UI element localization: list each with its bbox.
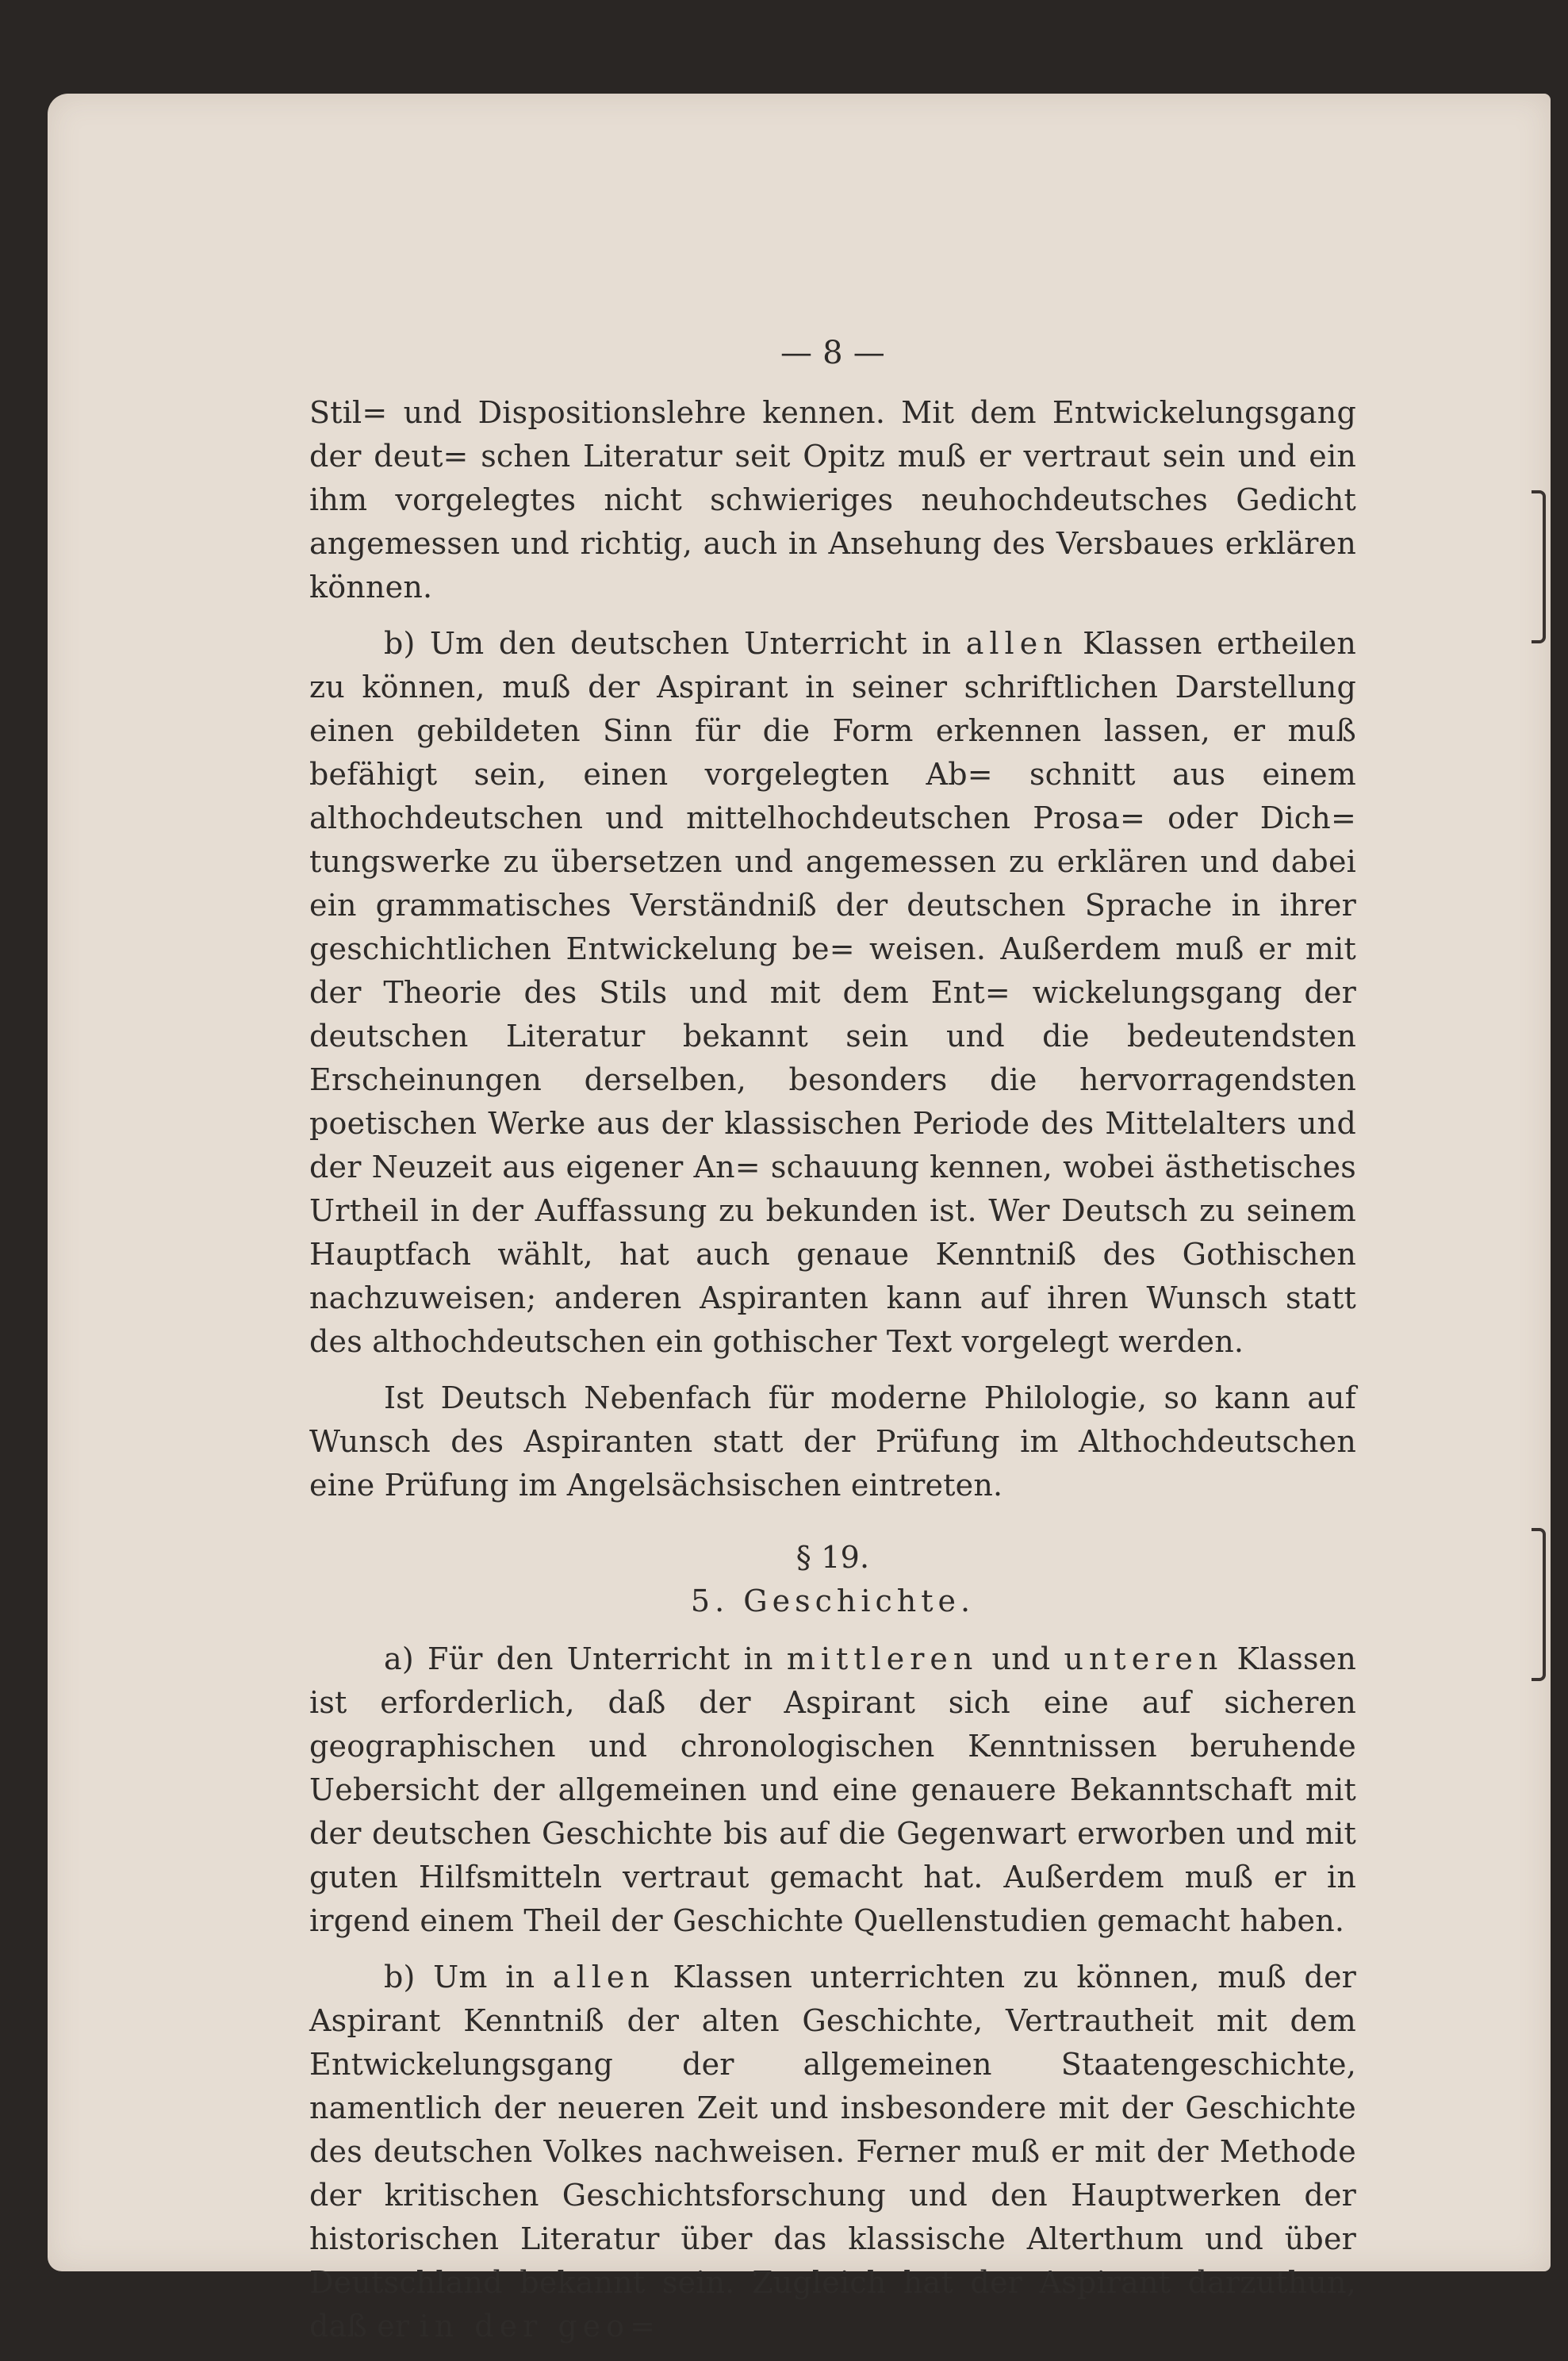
paragraph-b-german	[309, 622, 1356, 1364]
page-text	[309, 332, 1356, 2361]
page-number: — 8 —	[780, 335, 885, 371]
paragraph-a-rest: Klassen ist erforderlich, daß der Aspirant sich eine auf sicheren geographischen und chronologischen Kenntnissen beruhende Uebersicht der allgemeinen und eine genauere Bekanntschaft mit der deutschen Geschichte bis auf die Gegenwart erworben und mit guten Hilfsmitteln vertraut gemacht hat. Außerdem muß er in irgend einem Theil der Geschichte Quellenstudien gemacht haben.	[309, 1641, 1357, 1938]
section-title: 5. Geschichte.	[690, 1584, 976, 1618]
binding-clip-bottom	[1532, 1528, 1546, 1681]
emphasis-in-der-geo: in der geo=	[419, 2309, 661, 2344]
section-number: § 19.	[796, 1540, 870, 1575]
paragraph-b-history	[309, 1956, 1356, 2348]
paragraph-b2-start: b) Um in	[384, 1960, 535, 1994]
paragraph-b-rest: Klassen ertheilen zu können, muß der Aspirant in seiner schriftlichen Darstellung einen gebildeten Sinn für die Form erkennen lassen, er muß befähigt sein, einen vorgelegten Ab= schnitt aus einem althochdeutschen und mittelhochdeutschen Prosa= oder Dich= tungswerke zu übersetzen und angemessen zu erklären und dabei ein grammatisches Verständniß der deutschen Sprache in ihrer geschichtlichen Entwickelung be= weisen. Außerdem muß er mit der Theorie des Stils und mit dem Ent= wickelungsgang der deutschen Literatur bekannt sein und die bedeutendsten Erscheinungen derselben, besonders die hervorragendsten poetischen Werke aus der klassischen Periode des Mittelalters und der Neuzeit aus eigener An= schauung kennen, wobei ästhetisches Urtheil in der Auffassung zu bekunden ist. Wer Deutsch zu seinem Hauptfach wählt, hat auch genaue Kenntniß des Gothischen nachzuweisen; anderen Aspiranten kann auf ihren Wunsch statt des althochdeutschen ein gothischer Text vorgelegt werden.	[309, 626, 1357, 1359]
paper-page	[48, 94, 1551, 2344]
paragraph-a-mid: und	[991, 1641, 1051, 1676]
emphasis-mittleren: mittleren	[786, 1641, 979, 1676]
emphasis-allen: allen	[965, 626, 1068, 661]
paragraph-nebenfach: Ist Deutsch Nebenfach für moderne Philologie, so kann auf Wunsch des Aspiranten statt der Prüfung im Althochdeutschen eine Prüfung im Angelsächsischen eintreten.	[309, 1380, 1356, 1503]
binding-clip-top	[1532, 490, 1546, 643]
paragraph-a-start: a) Für den Unterricht in	[384, 1641, 773, 1676]
paragraph-b2-rest: Klassen unterrichten zu können, muß der Aspirant Kenntniß der alten Geschichte, Vertrautheit mit dem Entwickelungsgang der allgemeinen Staatengeschichte, namentlich der neueren Zeit und insbesondere mit der Geschichte des deutschen Volkes nachweisen. Ferner muß er mit der Methode der kritischen Geschichtsforschung und den Hauptwerken der historischen Literatur über das klassische Alterthum und über Deutschland bekannt sein. Zugleich hat der Aspirant darzuthun, daß er	[309, 1960, 1356, 2344]
paragraph-continuation: Stil= und Dispositionslehre kennen. Mit dem Entwickelungsgang der deut= schen Literatur seit Opitz muß er vertraut sein und ein ihm vorgelegtes nicht schwieriges neuhochdeutsches Gedicht angemessen und richtig, auch in Ansehung des Versbaues erklären können.	[309, 395, 1356, 605]
emphasis-allen-2: allen	[552, 1960, 655, 1994]
emphasis-unteren: unteren	[1064, 1641, 1224, 1676]
paragraph-a-history	[309, 1637, 1356, 1943]
paragraph-b-start: b) Um den deutschen Unterricht in	[384, 626, 952, 661]
